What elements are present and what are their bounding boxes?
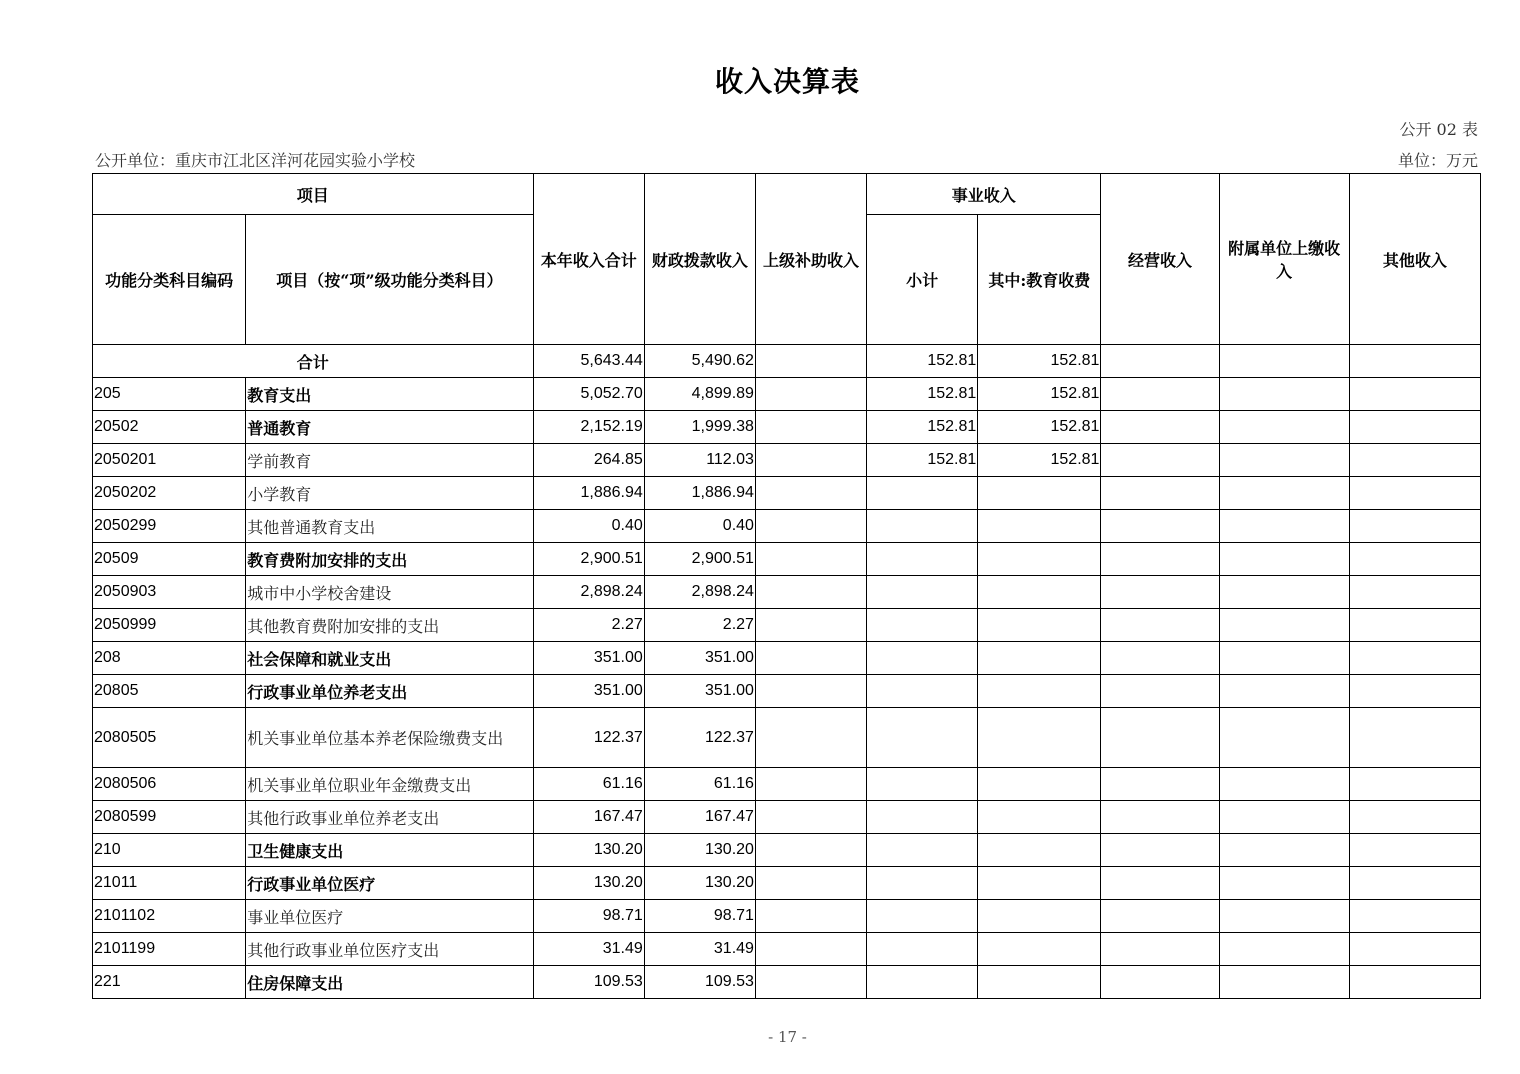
page-number: - 17 - — [768, 1028, 807, 1046]
header-code: 功能分类科目编码 — [93, 215, 246, 345]
row-operating — [1101, 411, 1219, 444]
row-name: 其他行政事业单位养老支出 — [246, 801, 533, 834]
row-other — [1349, 867, 1480, 900]
row-name: 行政事业单位养老支出 — [246, 675, 533, 708]
header-other: 其他收入 — [1349, 174, 1480, 345]
row-affiliated — [1219, 900, 1349, 933]
row-affiliated — [1219, 768, 1349, 801]
row-operating — [1101, 933, 1219, 966]
table-row — [93, 510, 1481, 543]
row-operating — [1101, 510, 1219, 543]
row-fiscal: 2.27 — [644, 609, 755, 642]
row-total: 2.27 — [533, 609, 644, 642]
total-fiscal: 5,490.62 — [644, 345, 755, 378]
header-project: 项目 — [93, 174, 534, 215]
row-total: 130.20 — [533, 834, 644, 867]
row-superior — [755, 411, 866, 444]
total-superior — [755, 345, 866, 378]
row-subtotal — [867, 900, 978, 933]
row-name: 机关事业单位基本养老保险缴费支出 — [246, 708, 533, 768]
row-name: 其他教育费附加安排的支出 — [246, 609, 533, 642]
row-fiscal: 2,900.51 — [644, 543, 755, 576]
row-code: 21011 — [93, 867, 246, 900]
header-total: 本年收入合计 — [533, 174, 644, 345]
row-total: 2,898.24 — [533, 576, 644, 609]
row-edu-fee — [978, 768, 1101, 801]
header-business: 事业收入 — [867, 174, 1101, 215]
row-total: 122.37 — [533, 708, 644, 768]
row-name: 其他普通教育支出 — [246, 510, 533, 543]
row-other — [1349, 933, 1480, 966]
row-other — [1349, 834, 1480, 867]
row-total: 61.16 — [533, 768, 644, 801]
row-superior — [755, 834, 866, 867]
row-fiscal: 130.20 — [644, 834, 755, 867]
table-row — [93, 444, 1481, 477]
table-row — [93, 378, 1481, 411]
row-other — [1349, 708, 1480, 768]
row-fiscal: 112.03 — [644, 444, 755, 477]
row-total: 130.20 — [533, 867, 644, 900]
row-other — [1349, 966, 1480, 999]
header-superior: 上级补助收入 — [755, 174, 866, 345]
row-other — [1349, 477, 1480, 510]
row-subtotal — [867, 834, 978, 867]
row-fiscal: 1,999.38 — [644, 411, 755, 444]
row-name: 行政事业单位医疗 — [246, 867, 533, 900]
report-title: 收入决算表 — [714, 65, 860, 98]
row-subtotal — [867, 675, 978, 708]
row-total: 0.40 — [533, 510, 644, 543]
total-edu-fee: 152.81 — [978, 345, 1101, 378]
row-code: 20805 — [93, 675, 246, 708]
row-fiscal: 1,886.94 — [644, 477, 755, 510]
total-row — [93, 345, 1481, 378]
row-affiliated — [1219, 801, 1349, 834]
unit-of-measure: 单位：万元 — [1397, 151, 1478, 170]
income-table — [92, 173, 1481, 999]
row-superior — [755, 609, 866, 642]
row-affiliated — [1219, 642, 1349, 675]
row-subtotal — [867, 642, 978, 675]
reporting-unit: 公开单位：重庆市江北区洋河花园实验小学校 — [95, 151, 416, 170]
row-code: 2050999 — [93, 609, 246, 642]
table-row — [93, 609, 1481, 642]
row-superior — [755, 801, 866, 834]
row-edu-fee — [978, 609, 1101, 642]
table-row — [93, 543, 1481, 576]
header-subtotal: 小计 — [867, 215, 978, 345]
row-operating — [1101, 966, 1219, 999]
row-code: 2050903 — [93, 576, 246, 609]
row-operating — [1101, 609, 1219, 642]
row-operating — [1101, 834, 1219, 867]
row-affiliated — [1219, 444, 1349, 477]
row-total: 351.00 — [533, 675, 644, 708]
table-id: 公开 02 表 — [1399, 120, 1478, 139]
row-subtotal — [867, 609, 978, 642]
row-operating — [1101, 768, 1219, 801]
row-name: 教育支出 — [246, 378, 533, 411]
row-superior — [755, 444, 866, 477]
row-superior — [755, 543, 866, 576]
table-row — [93, 867, 1481, 900]
row-affiliated — [1219, 867, 1349, 900]
row-superior — [755, 708, 866, 768]
row-edu-fee — [978, 900, 1101, 933]
row-edu-fee — [978, 477, 1101, 510]
row-fiscal: 0.40 — [644, 510, 755, 543]
row-superior — [755, 510, 866, 543]
row-fiscal: 351.00 — [644, 642, 755, 675]
row-affiliated — [1219, 543, 1349, 576]
row-total: 109.53 — [533, 966, 644, 999]
row-fiscal: 130.20 — [644, 867, 755, 900]
row-superior — [755, 867, 866, 900]
row-edu-fee — [978, 543, 1101, 576]
table-row — [93, 642, 1481, 675]
row-operating — [1101, 867, 1219, 900]
row-superior — [755, 477, 866, 510]
row-operating — [1101, 708, 1219, 768]
table-row — [93, 708, 1481, 768]
row-subtotal: 152.81 — [867, 444, 978, 477]
row-code: 20502 — [93, 411, 246, 444]
row-subtotal — [867, 576, 978, 609]
row-name: 卫生健康支出 — [246, 834, 533, 867]
row-affiliated — [1219, 411, 1349, 444]
row-total: 2,152.19 — [533, 411, 644, 444]
row-fiscal: 2,898.24 — [644, 576, 755, 609]
row-edu-fee — [978, 708, 1101, 768]
row-code: 2050299 — [93, 510, 246, 543]
table-row — [93, 801, 1481, 834]
row-other — [1349, 675, 1480, 708]
row-other — [1349, 411, 1480, 444]
row-total: 2,900.51 — [533, 543, 644, 576]
row-total: 351.00 — [533, 642, 644, 675]
row-superior — [755, 768, 866, 801]
row-edu-fee: 152.81 — [978, 378, 1101, 411]
table-row — [93, 900, 1481, 933]
row-fiscal: 109.53 — [644, 966, 755, 999]
row-subtotal — [867, 543, 978, 576]
row-edu-fee — [978, 867, 1101, 900]
row-subtotal — [867, 708, 978, 768]
row-other — [1349, 642, 1480, 675]
row-other — [1349, 543, 1480, 576]
row-total: 31.49 — [533, 933, 644, 966]
row-fiscal: 98.71 — [644, 900, 755, 933]
row-edu-fee — [978, 576, 1101, 609]
row-subtotal — [867, 966, 978, 999]
row-superior — [755, 933, 866, 966]
row-other — [1349, 768, 1480, 801]
row-edu-fee — [978, 642, 1101, 675]
total-total: 5,643.44 — [533, 345, 644, 378]
row-affiliated — [1219, 477, 1349, 510]
row-total: 1,886.94 — [533, 477, 644, 510]
row-code: 2080506 — [93, 768, 246, 801]
row-code: 20509 — [93, 543, 246, 576]
row-fiscal: 31.49 — [644, 933, 755, 966]
table-row — [93, 933, 1481, 966]
row-edu-fee — [978, 675, 1101, 708]
row-other — [1349, 609, 1480, 642]
row-code: 2101102 — [93, 900, 246, 933]
row-affiliated — [1219, 510, 1349, 543]
row-code: 205 — [93, 378, 246, 411]
row-total: 167.47 — [533, 801, 644, 834]
row-operating — [1101, 675, 1219, 708]
row-operating — [1101, 543, 1219, 576]
table-row — [93, 411, 1481, 444]
row-name: 教育费附加安排的支出 — [246, 543, 533, 576]
row-name: 机关事业单位职业年金缴费支出 — [246, 768, 533, 801]
row-other — [1349, 378, 1480, 411]
row-fiscal: 167.47 — [644, 801, 755, 834]
header-edu-fee: 其中:教育收费 — [978, 215, 1101, 345]
row-name: 事业单位医疗 — [246, 900, 533, 933]
row-affiliated — [1219, 834, 1349, 867]
row-other — [1349, 510, 1480, 543]
row-edu-fee: 152.81 — [978, 444, 1101, 477]
row-name: 社会保障和就业支出 — [246, 642, 533, 675]
total-other — [1349, 345, 1480, 378]
table-row — [93, 576, 1481, 609]
header-affiliated: 附属单位上缴收入 — [1219, 174, 1349, 345]
row-fiscal: 4,899.89 — [644, 378, 755, 411]
row-subtotal — [867, 867, 978, 900]
row-superior — [755, 642, 866, 675]
total-label: 合计 — [93, 345, 534, 378]
row-edu-fee — [978, 834, 1101, 867]
header-item-name: 项目（按“项”级功能分类科目） — [246, 215, 533, 345]
row-edu-fee — [978, 510, 1101, 543]
row-operating — [1101, 477, 1219, 510]
row-affiliated — [1219, 708, 1349, 768]
row-total: 98.71 — [533, 900, 644, 933]
row-affiliated — [1219, 933, 1349, 966]
row-subtotal — [867, 477, 978, 510]
total-operating — [1101, 345, 1219, 378]
row-code: 210 — [93, 834, 246, 867]
row-affiliated — [1219, 576, 1349, 609]
row-edu-fee — [978, 966, 1101, 999]
row-superior — [755, 675, 866, 708]
row-name: 小学教育 — [246, 477, 533, 510]
table-row — [93, 477, 1481, 510]
row-fiscal: 61.16 — [644, 768, 755, 801]
row-total: 264.85 — [533, 444, 644, 477]
header-fiscal: 财政拨款收入 — [644, 174, 755, 345]
row-code: 221 — [93, 966, 246, 999]
row-total: 5,052.70 — [533, 378, 644, 411]
row-code: 2080599 — [93, 801, 246, 834]
row-subtotal — [867, 933, 978, 966]
row-operating — [1101, 642, 1219, 675]
row-fiscal: 122.37 — [644, 708, 755, 768]
table-row — [93, 834, 1481, 867]
row-subtotal: 152.81 — [867, 411, 978, 444]
row-code: 208 — [93, 642, 246, 675]
row-subtotal — [867, 768, 978, 801]
row-affiliated — [1219, 966, 1349, 999]
row-operating — [1101, 900, 1219, 933]
row-edu-fee: 152.81 — [978, 411, 1101, 444]
row-affiliated — [1219, 609, 1349, 642]
row-code: 2050201 — [93, 444, 246, 477]
row-subtotal — [867, 510, 978, 543]
row-other — [1349, 900, 1480, 933]
row-operating — [1101, 576, 1219, 609]
header-operating: 经营收入 — [1101, 174, 1219, 345]
row-code: 2101199 — [93, 933, 246, 966]
row-superior — [755, 900, 866, 933]
row-other — [1349, 444, 1480, 477]
header-row-1 — [93, 174, 1481, 215]
total-subtotal: 152.81 — [867, 345, 978, 378]
table-row — [93, 675, 1481, 708]
row-edu-fee — [978, 801, 1101, 834]
row-code: 2050202 — [93, 477, 246, 510]
table-row — [93, 966, 1481, 999]
row-other — [1349, 801, 1480, 834]
row-operating — [1101, 801, 1219, 834]
row-affiliated — [1219, 675, 1349, 708]
row-operating — [1101, 444, 1219, 477]
row-superior — [755, 576, 866, 609]
row-operating — [1101, 378, 1219, 411]
row-other — [1349, 576, 1480, 609]
row-name: 学前教育 — [246, 444, 533, 477]
row-name: 住房保障支出 — [246, 966, 533, 999]
row-name: 普通教育 — [246, 411, 533, 444]
row-superior — [755, 378, 866, 411]
row-subtotal — [867, 801, 978, 834]
row-name: 城市中小学校舍建设 — [246, 576, 533, 609]
row-superior — [755, 966, 866, 999]
table-row — [93, 768, 1481, 801]
total-affiliated — [1219, 345, 1349, 378]
row-fiscal: 351.00 — [644, 675, 755, 708]
row-code: 2080505 — [93, 708, 246, 768]
row-name: 其他行政事业单位医疗支出 — [246, 933, 533, 966]
row-affiliated — [1219, 378, 1349, 411]
row-edu-fee — [978, 933, 1101, 966]
row-subtotal: 152.81 — [867, 378, 978, 411]
